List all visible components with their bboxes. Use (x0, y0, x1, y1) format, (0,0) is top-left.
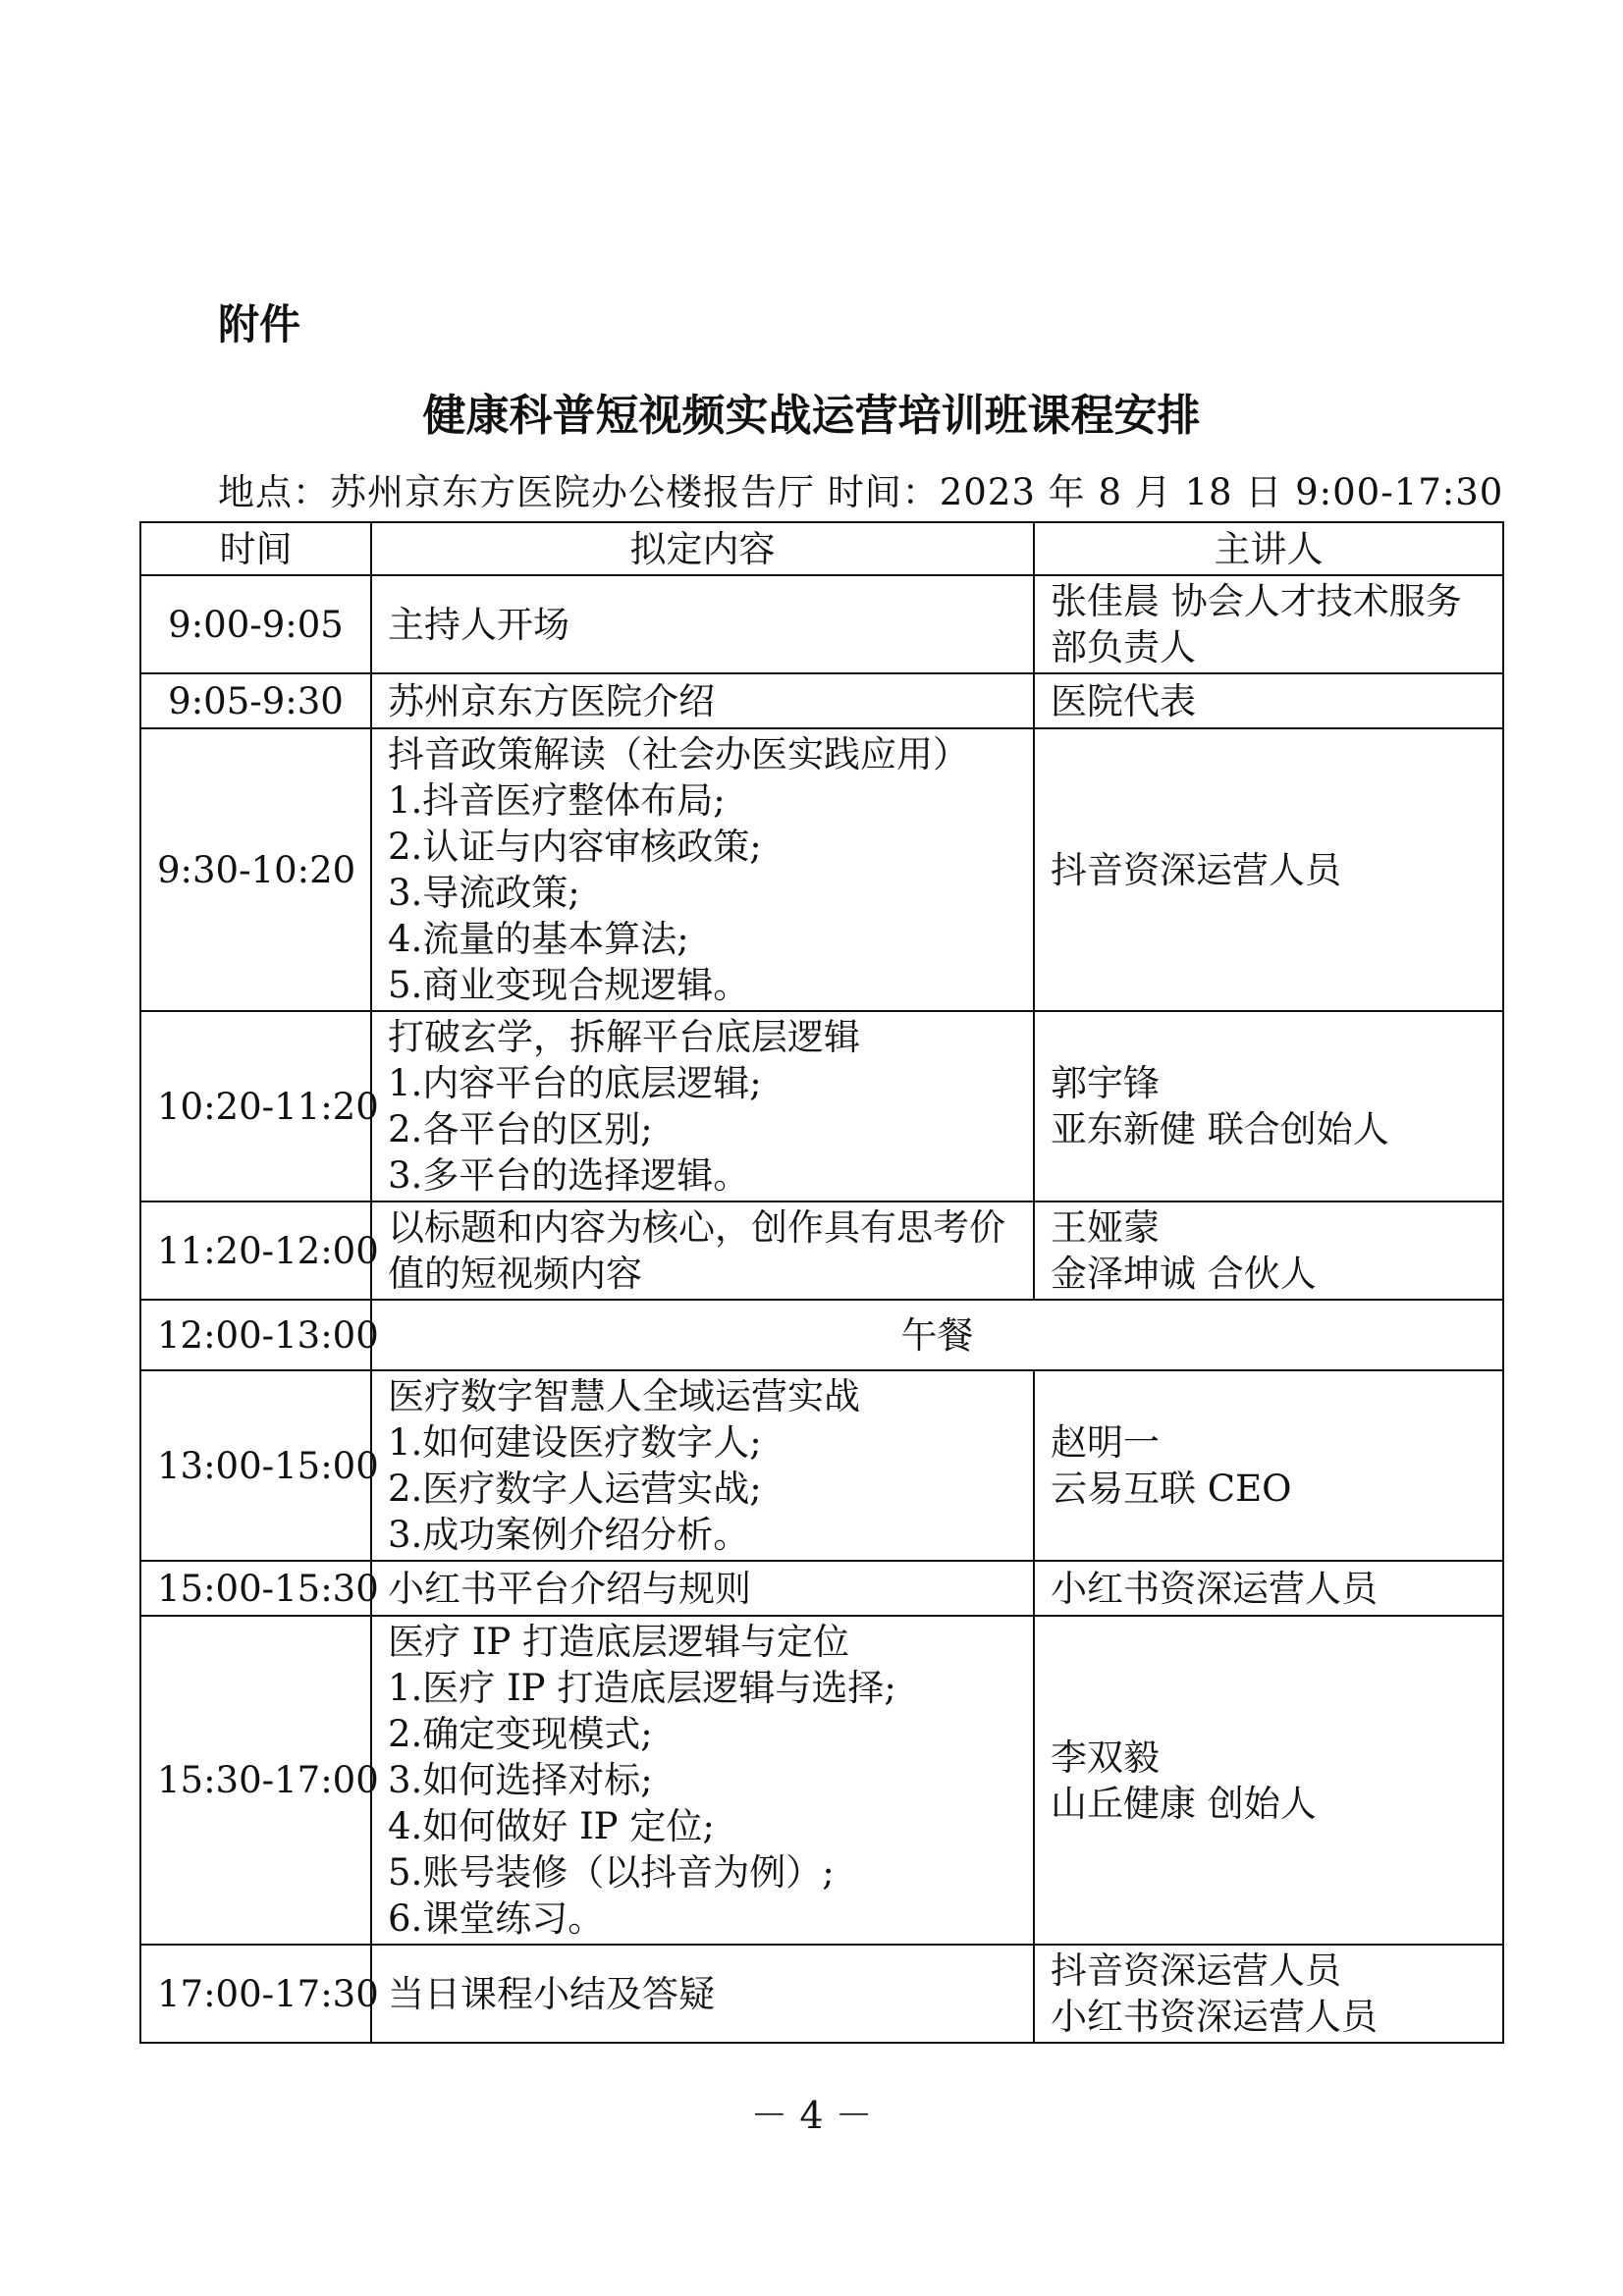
time-cell: 11:20-12:00 (140, 1201, 371, 1300)
table-row (140, 1201, 1503, 1300)
content-line: 2.各平台的区别; (388, 1108, 653, 1150)
speaker-line: 抖音资深运营人员 (1051, 1949, 1341, 1992)
content-line: 医疗数字智慧人全域运营实战 (388, 1375, 860, 1417)
table-row (140, 728, 1503, 1011)
time-cell: 9:05-9:30 (140, 673, 371, 728)
table-row (140, 575, 1503, 673)
header-speaker: 主讲人 (1034, 522, 1503, 575)
speaker-cell (1034, 728, 1503, 1011)
document-title: 健康科普短视频实战运营培训班课程安排 (422, 391, 1201, 441)
speaker-line: 山丘健康 创始人 (1051, 1782, 1317, 1825)
content-line: 主持人开场 (388, 603, 569, 646)
speaker-line: 亚东新健 联合创始人 (1051, 1108, 1389, 1150)
content-line: 当日课程小结及答疑 (388, 1972, 715, 2015)
speaker-cell (1034, 1945, 1503, 2043)
content-cell (371, 575, 1034, 673)
content-line: 1.抖音医疗整体布局; (388, 779, 726, 822)
speaker-cell (1034, 673, 1503, 728)
content-line: 6.课堂练习。 (388, 1897, 605, 1940)
time-cell: 9:00-9:05 (140, 575, 371, 673)
time-cell: 17:00-17:30 (140, 1945, 371, 2043)
content-line: 医疗 IP 打造底层逻辑与定位 (388, 1621, 850, 1663)
content-line: 3.如何选择对标; (388, 1759, 653, 1801)
content-line: 小红书平台介绍与规则 (388, 1567, 751, 1610)
content-line: 以标题和内容为核心，创作具有思考价值的短视频内容 (388, 1206, 1005, 1295)
content-line: 抖音政策解读（社会办医实践应用） (388, 733, 969, 775)
schedule-table (139, 521, 1504, 2044)
header-time: 时间 (140, 522, 371, 575)
content-line: 2.确定变现模式; (388, 1713, 653, 1755)
speaker-cell (1034, 1616, 1503, 1945)
table-header-row (140, 522, 1503, 575)
content-line: 4.如何做好 IP 定位; (388, 1805, 715, 1847)
time-cell: 13:00-15:00 (140, 1370, 371, 1561)
content-line: 1.内容平台的底层逻辑; (388, 1062, 762, 1104)
table-row (140, 1616, 1503, 1945)
speaker-line: 郭宇锋 (1051, 1062, 1160, 1104)
speaker-cell (1034, 1201, 1503, 1300)
attachment-label: 附件 (218, 300, 301, 348)
speaker-line: 赵明一 (1051, 1421, 1160, 1464)
speaker-line: 医院代表 (1051, 679, 1196, 722)
content-line: 4.流量的基本算法; (388, 918, 689, 960)
content-cell (371, 728, 1034, 1011)
speaker-line: 小红书资深运营人员 (1051, 1996, 1378, 2038)
content-line: 打破玄学，拆解平台底层逻辑 (388, 1016, 860, 1058)
content-line: 2.认证与内容审核政策; (388, 826, 762, 868)
table-row (140, 1300, 1503, 1370)
speaker-line: 抖音资深运营人员 (1051, 848, 1341, 891)
time-cell: 10:20-11:20 (140, 1011, 371, 1201)
header-content: 拟定内容 (371, 522, 1034, 575)
speaker-cell (1034, 575, 1503, 673)
content-cell (371, 673, 1034, 728)
time-cell: 15:00-15:30 (140, 1561, 371, 1616)
page-number: － 4 － (750, 2094, 873, 2137)
content-cell (371, 1011, 1034, 1201)
speaker-line: 小红书资深运营人员 (1051, 1567, 1378, 1610)
speaker-line: 王娅蒙 (1051, 1206, 1160, 1249)
time-cell: 12:00-13:00 (140, 1300, 371, 1370)
content-cell (371, 1561, 1034, 1616)
speaker-cell (1034, 1561, 1503, 1616)
speaker-line: 张佳晨 协会人才技术服务部负责人 (1051, 580, 1462, 668)
content-line: 1.医疗 IP 打造底层逻辑与选择; (388, 1667, 896, 1709)
content-line: 3.多平台的选择逻辑。 (388, 1154, 750, 1197)
table-row (140, 1945, 1503, 2043)
speaker-line: 金泽坤诚 合伙人 (1051, 1253, 1317, 1295)
content-line: 2.医疗数字人运营实战; (388, 1468, 762, 1510)
content-line: 苏州京东方医院介绍 (388, 679, 715, 722)
content-cell (371, 1616, 1034, 1945)
content-cell (371, 1945, 1034, 2043)
time-cell: 15:30-17:00 (140, 1616, 371, 1945)
content-cell (371, 1201, 1034, 1300)
content-line: 1.如何建设医疗数字人; (388, 1421, 762, 1464)
time-cell: 9:30-10:20 (140, 728, 371, 1011)
lunch-cell: 午餐 (371, 1300, 1503, 1370)
venue-time-line: 地点：苏州京东方医院办公楼报告厅 时间：2023 年 8 月 18 日 9:00-17:30 (218, 471, 1504, 513)
table-row (140, 1561, 1503, 1616)
speaker-line: 云易互联 CEO (1051, 1468, 1292, 1510)
speaker-line: 李双毅 (1051, 1735, 1160, 1779)
content-line: 3.导流政策; (388, 872, 580, 914)
table-row (140, 673, 1503, 728)
speaker-cell (1034, 1011, 1503, 1201)
content-cell (371, 1370, 1034, 1561)
table-row (140, 1370, 1503, 1561)
speaker-cell (1034, 1370, 1503, 1561)
content-line: 5.账号装修（以抖音为例）; (388, 1851, 835, 1894)
content-line: 5.商业变现合规逻辑。 (388, 964, 750, 1006)
table-row (140, 1011, 1503, 1201)
content-line: 3.成功案例介绍分析。 (388, 1514, 750, 1556)
